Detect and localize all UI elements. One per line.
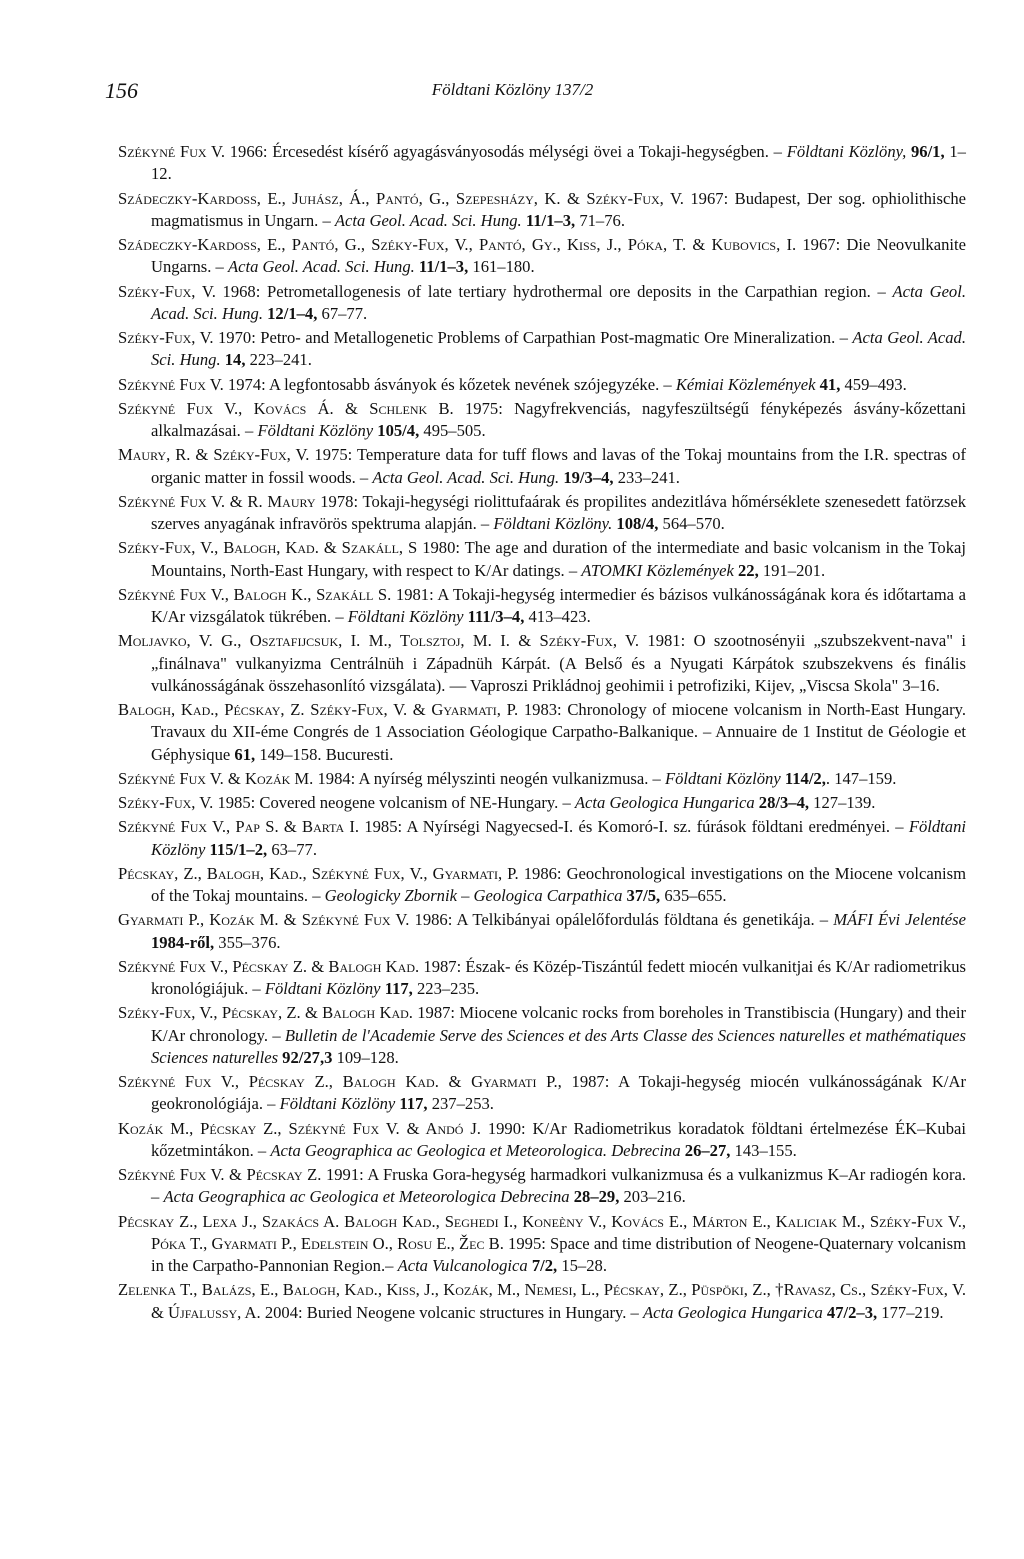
reference-entry bbox=[118, 374, 966, 396]
reference-pages: 127–139. bbox=[809, 793, 876, 812]
reference-volume: 108/4, bbox=[612, 514, 659, 533]
reference-pages: 149–158. Bucuresti. bbox=[255, 744, 394, 764]
reference-text: 1975: Temperature data for tuff flows and lavas of the Tokaj mountains from the I.R. spectras of organic matter in fossil woods. – bbox=[151, 445, 967, 487]
reference-pages: 63–77. bbox=[267, 839, 317, 859]
reference-text: 1984: A nyírség mélyszinti neogén vulkanizmusa. – bbox=[313, 768, 665, 788]
reference-text: 1966: Ércesedést kísérő agyagásványosodás mélységi övei a Tokaji-hegységben. – bbox=[224, 142, 787, 161]
reference-authors: Széky-Fux, V. bbox=[118, 793, 214, 812]
reference-authors: Székyné Fux V. & Pécskay Z. bbox=[118, 1165, 322, 1184]
reference-text: 1981: A Tokaji-hegység intermedier és bázisos vulkánosságának kora és időtartama a K/Ar vizsgálatok tükrében. – bbox=[151, 584, 966, 626]
reference-journal: MÁFI Évi Jelentése bbox=[833, 910, 966, 930]
reference-pages: 413–423. bbox=[524, 607, 591, 626]
reference-entry bbox=[118, 1071, 966, 1116]
reference-volume: 1984-ről, bbox=[151, 932, 215, 952]
reference-entry bbox=[118, 188, 966, 233]
reference-authors: Székyné Fux V., Kovács Á. & Schlenk B. bbox=[118, 398, 454, 418]
reference-pages: 15–28. bbox=[557, 1256, 607, 1276]
reference-journal: Geologicky Zbornik – Geologica Carpathica bbox=[324, 886, 623, 905]
reference-text: 1970: Petro- and Metallogenetic Problems of Carpathian Post-magmatic Ore Mineralization. – bbox=[213, 328, 853, 347]
reference-text: 1987: A Tokaji-hegység miocén vulkánosságának K/Ar geokronológiája. – bbox=[151, 1072, 966, 1114]
reference-authors: Pécskay, Z., Balogh, Kad., Székyné Fux, V., Gyarmati, P. bbox=[118, 863, 519, 883]
reference-volume: 105/4, bbox=[373, 421, 420, 440]
reference-volume: 115/1–2, bbox=[205, 839, 268, 859]
reference-journal: Acta Vulcanologica bbox=[397, 1256, 528, 1276]
reference-authors: Székyné Fux V. bbox=[118, 142, 225, 161]
reference-volume: 7/2, bbox=[527, 1256, 558, 1276]
reference-pages: 635–655. bbox=[660, 886, 727, 905]
reference-text: 1975: Nagyfrekvenciás, nagyfeszültségű fényképezés ásvány-kőzettani alkalmazásai. – bbox=[151, 398, 966, 440]
reference-volume: 28–29, bbox=[569, 1187, 620, 1207]
reference-text: 1968: Petrometallogenesis of late tertiary hydrothermal ore deposits in the Carpathian region. – bbox=[215, 281, 893, 301]
reference-journal: Földtani Közlöny bbox=[347, 607, 464, 626]
reference-journal: Acta Geol. Acad. Sci. Hung. bbox=[151, 281, 966, 323]
reference-volume: 37/5, bbox=[622, 886, 661, 905]
reference-pages: 203–216. bbox=[619, 1187, 686, 1207]
reference-text: 1986: Geochronological investigations on the Miocene volcanism of the Tokaj mountains. – bbox=[151, 863, 966, 905]
reference-authors: Zelenka T., Balázs, E., Balogh, Kad., Kiss, J., Kozák, M., Nemesi, L., Pécskay, Z., Püspöki, Z., †Ravasz, Cs., Széky-Fux, V. & Újfalussy, A. bbox=[118, 1280, 966, 1322]
reference-text: 1980: The age and duration of the intermediate and basic volcanism in the Tokaj Mountains, North-East Hungary, with respect to K/Ar datings. – bbox=[151, 538, 966, 580]
reference-journal: Földtani Közlöny, bbox=[786, 142, 907, 161]
reference-volume: 61, bbox=[230, 744, 256, 764]
reference-text: 1967: Die Neovulkanite Ungarns. – bbox=[151, 235, 966, 277]
reference-text: 2004: Buried Neogene volcanic structures in Hungary. – bbox=[260, 1302, 644, 1322]
reference-pages: 495–505. bbox=[419, 421, 486, 440]
reference-pages: 191–201. bbox=[758, 560, 826, 580]
reference-entry bbox=[118, 863, 966, 908]
reference-entry bbox=[118, 630, 966, 697]
page-header bbox=[105, 78, 920, 106]
reference-text: 1987: Észak- és Közép-Tiszántúl fedett miocén vulkanitjai és K/Ar radiometrikus kronológiájuk. – bbox=[151, 956, 966, 998]
reference-entry bbox=[118, 768, 966, 790]
reference-entry bbox=[118, 1211, 966, 1278]
reference-pages: 237–253. bbox=[427, 1094, 494, 1114]
reference-entry bbox=[118, 816, 966, 861]
reference-journal: Földtani Közlöny bbox=[264, 979, 381, 998]
reference-authors: Moljavko, V. G., Osztafijcsuk, I. M., Tolsztoj, M. I. & Széky-Fux, V. bbox=[118, 631, 640, 651]
reference-pages: 109–128. bbox=[332, 1047, 399, 1067]
reference-text: 1983: Chronology of miocene volcanism in North-East Hungary. Travaux du XII-éme Congrés de 1 Association Géologique Carpatho-Balkanique. – Annuaire de 1 Institut de Géologie et Géphysique bbox=[151, 700, 966, 764]
reference-authors: Székyné Fux V., Pécskay Z. & Balogh Kad. bbox=[118, 956, 420, 976]
reference-entry bbox=[118, 537, 966, 582]
reference-journal: Bulletin de l'Academie Serve des Sciences et des Arts Classe des Sciences naturelles et mathématiques Sciences naturelles bbox=[151, 1025, 966, 1067]
reference-entry bbox=[118, 444, 966, 489]
reference-pages: 67–77. bbox=[317, 303, 368, 323]
reference-authors: Balogh, Kad., Pécskay, Z. Széky-Fux, V. & Gyarmati, P. bbox=[118, 700, 519, 719]
reference-pages: . 147–159. bbox=[825, 768, 897, 788]
reference-entry bbox=[118, 234, 966, 279]
reference-journal: Acta Geol. Acad. Sci. Hung. bbox=[372, 467, 560, 487]
reference-text: 1967: Budapest, Der sog. ophiolithische magmatismus in Ungarn. – bbox=[151, 188, 966, 230]
page-number: 156 bbox=[105, 78, 138, 103]
reference-text: 1985: Covered neogene volcanism of NE-Hungary. – bbox=[213, 793, 575, 812]
reference-pages: 161–180. bbox=[468, 257, 535, 277]
reference-authors: Szádeczky-Kardoss, E., Pantó, G., Széky-Fux, V., Pantó, Gy., Kiss, J., Póka, T. & Kubovics, I. bbox=[118, 235, 797, 254]
reference-journal: Acta Geol. Acad. Sci. Hung. bbox=[151, 328, 966, 370]
reference-entry bbox=[118, 398, 966, 443]
reference-journal: ATOMKI Közlemények bbox=[581, 560, 734, 580]
reference-text: 1978: Tokaji-hegységi riolittufaárak és propilites andezitláva hőmérséklete szenesedett fatörzsek szerves anyagának infravörös spektruma alapján. – bbox=[151, 491, 966, 533]
reference-text: 1991: A Fruska Gora-hegység harmadkori vulkanizmusa és a vulkanizmus K–Ar radiogén kora. – bbox=[151, 1165, 967, 1207]
reference-journal: Kémiai Közlemények bbox=[675, 374, 816, 394]
reference-pages: 1–12. bbox=[151, 142, 966, 184]
reference-journal: Földtani Közlöny bbox=[257, 421, 374, 440]
reference-entry bbox=[118, 1164, 966, 1209]
reference-entry bbox=[118, 141, 966, 186]
reference-journal: Földtani Közlöny bbox=[665, 768, 781, 788]
reference-volume: 28/3–4, bbox=[754, 793, 810, 812]
reference-authors: Szádeczky-Kardoss, E., Juhász, Á., Pantó, G., Szepesházy, K. & Széky-Fux, V. bbox=[118, 188, 684, 208]
reference-volume: 41, bbox=[815, 374, 841, 394]
reference-authors: Maury, R. & Széky-Fux, V. bbox=[118, 445, 310, 465]
reference-journal: Acta Geologica Hungarica bbox=[574, 793, 755, 812]
reference-entry bbox=[118, 1118, 966, 1163]
reference-authors: Székyné Fux V., Pécskay Z., Balogh Kad. & Gyarmati P., bbox=[118, 1072, 562, 1091]
reference-pages: 71–76. bbox=[575, 210, 625, 230]
reference-pages: 143–155. bbox=[730, 1140, 797, 1160]
reference-pages: 459–493. bbox=[840, 374, 907, 394]
running-title: Földtani Közlöny 137/2 bbox=[431, 80, 594, 99]
reference-pages: 564–570. bbox=[658, 514, 725, 533]
reference-volume: 117, bbox=[395, 1094, 428, 1114]
reference-pages: 233–241. bbox=[613, 467, 680, 487]
reference-entry bbox=[118, 956, 966, 1001]
reference-journal: Földtani Közlöny. bbox=[493, 514, 613, 533]
reference-authors: Székyné Fux V., Pap S. & Barta I. bbox=[118, 817, 360, 837]
reference-entry bbox=[118, 792, 966, 814]
reference-text: 1985: A Nyírségi Nagyecsed-I. és Komoró-I. sz. fúrások földtani eredményei. – bbox=[359, 817, 909, 837]
reference-authors: Székyné Fux V. & Kozák M. bbox=[118, 768, 314, 788]
reference-volume: 11/1–3, bbox=[414, 257, 469, 277]
reference-text: 1981: O szootnosényii „szubszekvent-nava" i „finálnava" vulkanyizma Centrálnüh i Západnüh Kárpát. (A Belső és a Nyugati Kárpátok szubszekvens és finális vulkánosságának összehasonlító vizsgálata). — Vaproszi Prikládnoj geohimii i petrofiziki, Kijev, „Viscsa Skola" 3–16. bbox=[151, 631, 967, 695]
reference-authors: Széky-Fux, V. bbox=[118, 328, 214, 347]
reference-entry bbox=[118, 699, 966, 766]
reference-authors: Széky-Fux, V., Balogh, Kad. & Szakáll, S bbox=[118, 538, 418, 558]
reference-volume: 22, bbox=[733, 560, 759, 580]
reference-entry bbox=[118, 909, 966, 954]
reference-authors: Széky-Fux, V. bbox=[118, 281, 216, 301]
reference-volume: 14, bbox=[220, 350, 246, 370]
reference-entry bbox=[118, 584, 966, 629]
reference-volume: 117, bbox=[380, 979, 413, 998]
reference-text: 1995: Space and time distribution of Neogene-Quaternary volcanism in the Carpatho-Pannonian Region.– bbox=[151, 1233, 966, 1276]
reference-pages: 177–219. bbox=[877, 1302, 944, 1322]
reference-volume: 12/1–4, bbox=[262, 303, 318, 323]
reference-journal: Acta Geographica ac Geologica et Meteorologica Debrecina bbox=[163, 1187, 570, 1207]
reference-authors: Székyné Fux V., Balogh K., Szakáll S. bbox=[118, 584, 392, 604]
reference-text: 1986: A Telkibányai opálelőfordulás földtana és genetikája. – bbox=[409, 910, 834, 930]
reference-authors: Pécskay Z., Lexa J., Szakács A. Balogh Kad., Seghedi I., Koneèny V., Kovács E., Márton E., Kaliciak M., Széky-Fux V., Póka T., Gyarmati P., Edelstein O., Rosu E., Žec B. bbox=[118, 1211, 966, 1253]
reference-text: 1974: A legfontosabb ásványok és kőzetek nevének szójegyzéke. – bbox=[223, 374, 676, 394]
reference-authors: Gyarmati P., Kozák M. & Székyné Fux V. bbox=[118, 910, 410, 930]
reference-volume: 111/3–4, bbox=[463, 607, 525, 626]
reference-entry bbox=[118, 491, 966, 536]
reference-journal: Acta Geol. Acad. Sci. Hung. bbox=[227, 257, 415, 277]
reference-volume: 19/3–4, bbox=[559, 467, 614, 487]
reference-volume: 114/2, bbox=[780, 768, 826, 788]
reference-list bbox=[118, 141, 966, 1326]
reference-authors: Kozák M., Pécskay Z., Székyné Fux V. & Andó J. bbox=[118, 1118, 481, 1138]
reference-authors: Székyné Fux V. bbox=[118, 374, 224, 394]
reference-volume: 92/27,3 bbox=[278, 1047, 333, 1067]
reference-entry bbox=[118, 1279, 966, 1324]
reference-authors: Székyné Fux V. & R. Maury bbox=[118, 491, 316, 511]
reference-entry bbox=[118, 327, 966, 372]
reference-journal: Acta Geologica Hungarica bbox=[643, 1302, 823, 1322]
reference-pages: 223–235. bbox=[412, 979, 480, 998]
reference-authors: Széky-Fux, V., Pécskay, Z. & Balogh Kad. bbox=[118, 1003, 413, 1023]
reference-text: 1987: Miocene volcanic rocks from boreholes in Transtibiscia (Hungary) and their K/Ar chronology. – bbox=[151, 1003, 966, 1045]
reference-entry bbox=[118, 281, 966, 326]
reference-journal: Földtani Közlöny bbox=[279, 1094, 396, 1114]
reference-volume: 47/2–3, bbox=[822, 1302, 878, 1322]
reference-pages: 355–376. bbox=[214, 932, 281, 952]
reference-volume: 11/1–3, bbox=[521, 210, 576, 230]
reference-volume: 96/1, bbox=[906, 142, 945, 161]
reference-journal: Acta Geographica ac Geologica et Meteorologica. Debrecina bbox=[270, 1140, 681, 1160]
reference-volume: 26–27, bbox=[680, 1140, 731, 1160]
reference-text: 1990: K/Ar Radiometrikus koradatok földtani értelmezése ÉK–Kubai kőzetmintákon. – bbox=[151, 1118, 966, 1160]
reference-entry bbox=[118, 1002, 966, 1069]
reference-journal: Földtani Közlöny bbox=[151, 817, 966, 859]
reference-pages: 223–241. bbox=[245, 350, 312, 370]
reference-journal: Acta Geol. Acad. Sci. Hung. bbox=[334, 210, 522, 230]
